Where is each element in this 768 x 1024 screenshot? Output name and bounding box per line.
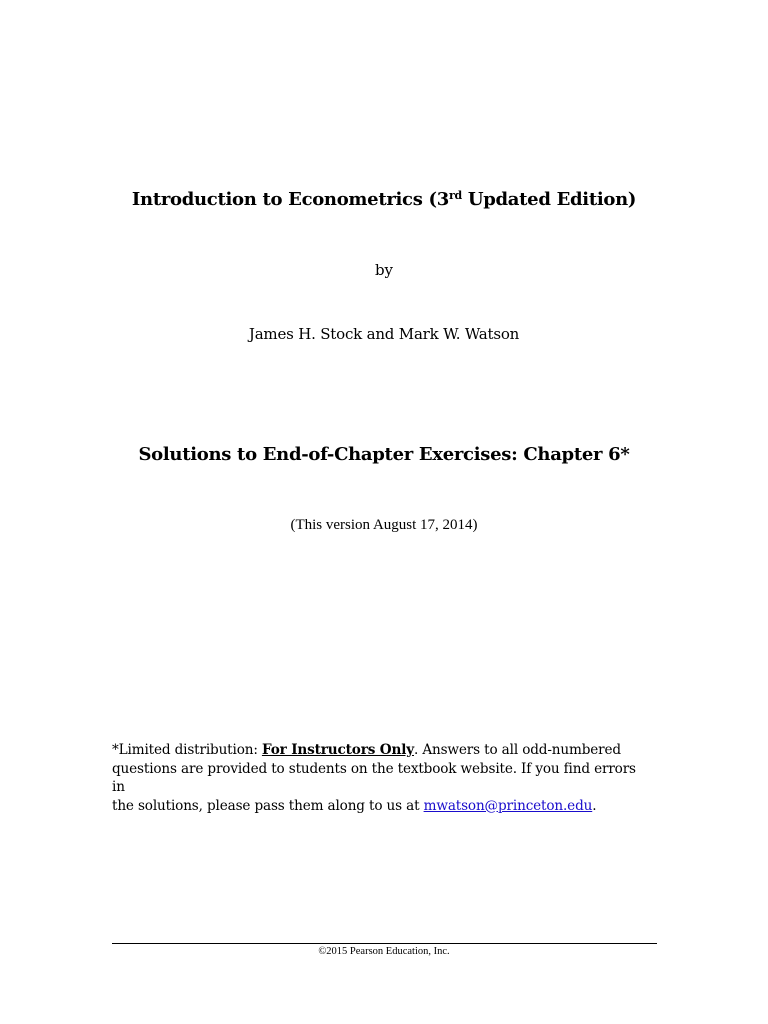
- footer-divider: [112, 943, 657, 944]
- note-prefix: *Limited distribution:: [112, 742, 262, 758]
- note-line3-suffix: .: [592, 797, 597, 814]
- email-link[interactable]: mwatson@princeton.edu: [423, 797, 593, 814]
- note-line1-rest: . Answers to all odd-numbered: [413, 742, 621, 758]
- document-title: [0, 189, 768, 210]
- note-line3-prefix: the solutions, please pass them along to us at: [112, 797, 424, 814]
- copyright-footer: ©2015 Pearson Education, Inc.: [318, 946, 450, 957]
- document-subtitle: Solutions to End-of-Chapter Exercises: Chapter 6*: [138, 444, 630, 465]
- note-emphasis: For Instructors Only: [261, 742, 414, 758]
- note-line2: questions are provided to students on the textbook website. If you find errors in: [112, 760, 636, 795]
- title-superscript: rd: [448, 189, 462, 202]
- by-line: by: [374, 261, 394, 279]
- version-note: (This version August 17, 2014): [290, 517, 478, 533]
- distribution-note: [112, 741, 652, 815]
- title-rest: Updated Edition): [461, 189, 637, 210]
- authors: James H. Stock and Mark W. Watson: [248, 325, 520, 343]
- title-main: Introduction to Econometrics (3: [131, 189, 449, 210]
